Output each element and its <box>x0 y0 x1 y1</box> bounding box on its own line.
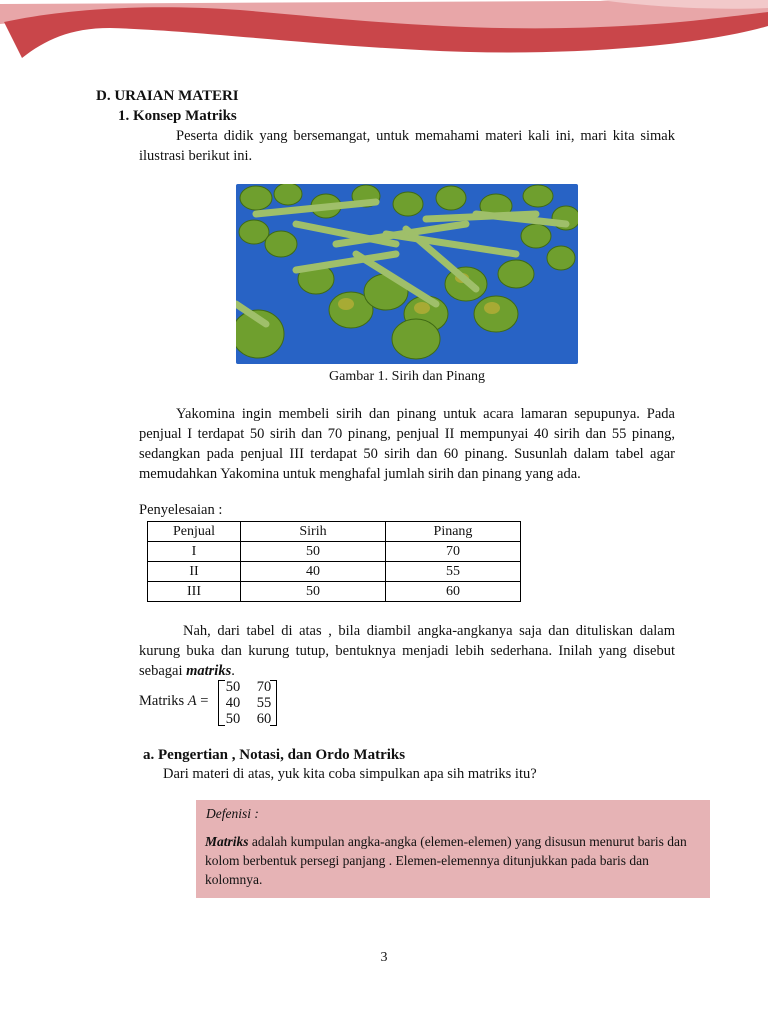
definition-term: Matriks <box>205 834 249 849</box>
table-header-row <box>148 522 521 542</box>
intro-paragraph: Peserta didik yang bersemangat, untuk memahami materi kali ini, mari kita simak ilustrasi berikut ini. <box>139 128 675 164</box>
table-row <box>148 542 521 562</box>
subsection-a-heading: a. Pengertian , Notasi, dan Ordo Matriks <box>143 747 406 763</box>
explanation-text: Nah, dari tabel di atas , bila diambil angka-angkanya saja dan dituliskan dalam kurung buka dan kurung tutup, bentuknya menjadi lebih sederhana. Inilah yang disebut sebagai <box>139 623 675 679</box>
page-number: 3 <box>380 950 388 965</box>
table-cell: 50 <box>241 582 386 602</box>
matrix-cell: 40 <box>225 695 241 711</box>
header-ribbon-decoration <box>0 0 768 70</box>
table-cell: 55 <box>386 562 521 582</box>
figure-caption: Gambar 1. Sirih dan Pinang <box>329 369 485 384</box>
table-cell: 60 <box>386 582 521 602</box>
definition-text <box>205 832 701 889</box>
table-cell: 40 <box>241 562 386 582</box>
matrix-equals: = <box>196 693 209 709</box>
table-header-cell: Sirih <box>241 522 386 542</box>
matrix-label <box>139 693 208 710</box>
table-cell: III <box>148 582 241 602</box>
table-cell: I <box>148 542 241 562</box>
definition-title: Defenisi : <box>206 806 259 821</box>
matrix-label-prefix: Matriks <box>139 693 188 709</box>
table-cell: 50 <box>241 542 386 562</box>
matrix-cell: 70 <box>256 679 272 695</box>
matrix-variable: A <box>187 693 197 709</box>
solution-label: Penyelesaian : <box>139 502 223 518</box>
matriks-term: matriks <box>186 663 232 679</box>
definition-body: adalah kumpulan angka-angka (elemen-elemen) yang disusun menurut baris dan kolom berbentuk persegi panjang . Elemen-elemennya ditunjukkan pada baris dan kolomnya. <box>205 834 687 887</box>
section-heading: D. URAIAN MATERI <box>96 88 239 104</box>
table-cell: II <box>148 562 241 582</box>
matrix-cell: 55 <box>256 695 272 711</box>
matrix-cell: 60 <box>256 711 272 727</box>
seller-table <box>147 521 521 602</box>
explanation-paragraph <box>139 621 675 681</box>
explanation-end: . <box>231 663 235 679</box>
subsection-heading: 1. Konsep Matriks <box>118 108 237 124</box>
table-header-cell: Penjual <box>148 522 241 542</box>
story-paragraph: Yakomina ingin membeli sirih dan pinang untuk acara lamaran sepupunya. Pada penjual I terdapat 50 sirih dan 70 pinang, penjual II mempunyai 40 sirih dan 55 pinang, sedangkan pada penjual III terdapat 50 sirih dan 60 pinang. Susunlah dalam tabel agar memudahkan Yakomina untuk menghafal jumlah sirih dan pinang yang ada. <box>139 406 675 482</box>
sirih-pinang-photo <box>236 184 578 364</box>
table-header-cell: Pinang <box>386 522 521 542</box>
matrix-cell: 50 <box>225 679 241 695</box>
table-row <box>148 582 521 602</box>
lead-in-text: Dari materi di atas, yuk kita coba simpulkan apa sih matriks itu? <box>163 766 537 782</box>
matrix-cell: 50 <box>225 711 241 727</box>
table-cell: 70 <box>386 542 521 562</box>
table-row <box>148 562 521 582</box>
